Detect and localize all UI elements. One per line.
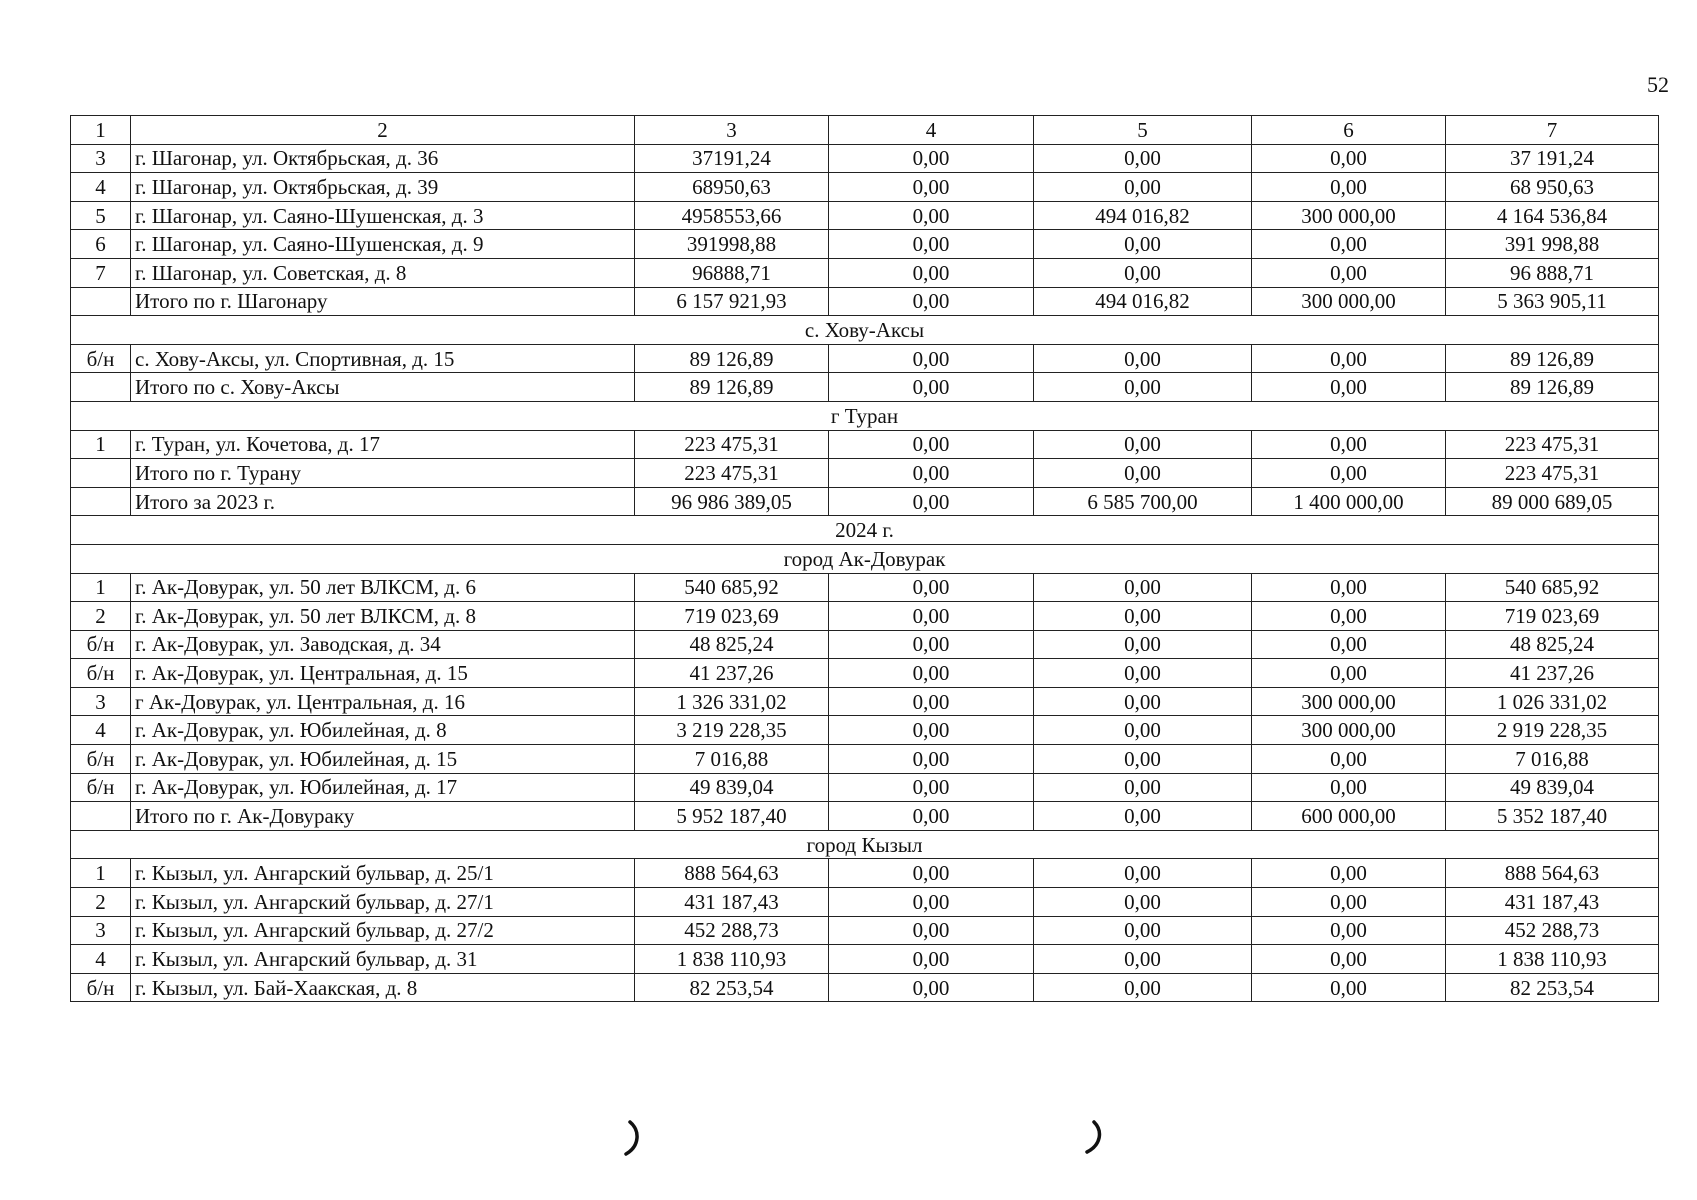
table-cell: г. Ак-Довурак, ул. Юбилейная, д. 8 [131, 716, 635, 745]
table-cell: 0,00 [1252, 659, 1446, 688]
table-cell: 0,00 [829, 573, 1034, 602]
table-cell: 0,00 [1252, 602, 1446, 631]
table-cell: 1 838 110,93 [635, 945, 829, 974]
table-cell: 0,00 [1252, 344, 1446, 373]
table-cell: 223 475,31 [635, 459, 829, 488]
table-cell: б/н [71, 630, 131, 659]
table-row [71, 888, 1659, 917]
table-cell: 719 023,69 [1446, 602, 1659, 631]
table-cell: 0,00 [1034, 973, 1252, 1002]
table-cell: 0,00 [829, 716, 1034, 745]
section-header: с. Хову-Аксы [71, 316, 1659, 345]
table-cell: 96 986 389,05 [635, 487, 829, 516]
table-cell: г. Ак-Довурак, ул. Юбилейная, д. 17 [131, 773, 635, 802]
table-cell: г. Ак-Довурак, ул. Центральная, д. 15 [131, 659, 635, 688]
table-cell: 888 564,63 [635, 859, 829, 888]
table-cell: 3 [71, 144, 131, 173]
table-cell: 0,00 [1034, 916, 1252, 945]
table-row [71, 459, 1659, 488]
table-cell: б/н [71, 973, 131, 1002]
table-cell [71, 487, 131, 516]
table-row [71, 916, 1659, 945]
table-cell: 0,00 [1252, 430, 1446, 459]
table-row [71, 173, 1659, 202]
table-cell: 0,00 [1252, 573, 1446, 602]
table-cell: 0,00 [829, 659, 1034, 688]
table-cell: Итого по г. Турану [131, 459, 635, 488]
table-cell: б/н [71, 344, 131, 373]
table-row [71, 487, 1659, 516]
table-cell: г. Ак-Довурак, ул. Юбилейная, д. 15 [131, 745, 635, 774]
table-cell: 1 838 110,93 [1446, 945, 1659, 974]
table-cell: Итого по г. Ак-Довураку [131, 802, 635, 831]
table-cell: 48 825,24 [635, 630, 829, 659]
table-cell: 0,00 [829, 773, 1034, 802]
section-header-row [71, 516, 1659, 545]
data-table [70, 115, 1659, 1002]
header-cell: 5 [1034, 116, 1252, 145]
table-row [71, 201, 1659, 230]
table-cell: 0,00 [1252, 173, 1446, 202]
table-cell: 0,00 [829, 888, 1034, 917]
table-cell: Итого за 2023 г. [131, 487, 635, 516]
table-cell: 89 000 689,05 [1446, 487, 1659, 516]
table-cell: 7 016,88 [1446, 745, 1659, 774]
table-cell: б/н [71, 773, 131, 802]
table-row [71, 230, 1659, 259]
table-cell: 0,00 [1252, 973, 1446, 1002]
table-cell: 4958553,66 [635, 201, 829, 230]
table-cell: 0,00 [829, 373, 1034, 402]
table-cell: 89 126,89 [635, 373, 829, 402]
table-cell: 391998,88 [635, 230, 829, 259]
table-cell: 0,00 [1034, 144, 1252, 173]
table-cell [71, 287, 131, 316]
table-cell: 223 475,31 [635, 430, 829, 459]
table-cell: г. Шагонар, ул. Октябрьская, д. 39 [131, 173, 635, 202]
table-cell: 223 475,31 [1446, 459, 1659, 488]
table-cell: 3 [71, 687, 131, 716]
table-cell: 0,00 [1034, 859, 1252, 888]
table-cell: 0,00 [1034, 945, 1252, 974]
table-cell: с. Хову-Аксы, ул. Спортивная, д. 15 [131, 344, 635, 373]
table-cell: 0,00 [1034, 659, 1252, 688]
table-cell: 96888,71 [635, 258, 829, 287]
table-cell: 4 [71, 173, 131, 202]
table-cell [71, 802, 131, 831]
table-cell: 0,00 [1034, 602, 1252, 631]
table-cell: 0,00 [829, 973, 1034, 1002]
section-header-row [71, 830, 1659, 859]
table-cell: 0,00 [829, 201, 1034, 230]
table-row [71, 430, 1659, 459]
table-cell: 719 023,69 [635, 602, 829, 631]
table-cell [71, 459, 131, 488]
table-cell: 0,00 [829, 287, 1034, 316]
table-cell: 1 [71, 573, 131, 602]
table-cell: 540 685,92 [1446, 573, 1659, 602]
table-cell: г. Ак-Довурак, ул. Заводская, д. 34 [131, 630, 635, 659]
header-cell: 1 [71, 116, 131, 145]
table-cell: 452 288,73 [635, 916, 829, 945]
table-cell: 5 952 187,40 [635, 802, 829, 831]
table-cell: 3 [71, 916, 131, 945]
table-row [71, 716, 1659, 745]
table-cell: 0,00 [829, 945, 1034, 974]
table-cell: 0,00 [829, 459, 1034, 488]
table-cell: 0,00 [1252, 773, 1446, 802]
table-cell: Итого по г. Шагонару [131, 287, 635, 316]
table-cell: 82 253,54 [635, 973, 829, 1002]
table-cell: 49 839,04 [635, 773, 829, 802]
table-row [71, 773, 1659, 802]
table-cell: 82 253,54 [1446, 973, 1659, 1002]
table-row [71, 344, 1659, 373]
table-cell: 0,00 [1034, 459, 1252, 488]
table-cell: г. Шагонар, ул. Октябрьская, д. 36 [131, 144, 635, 173]
table-cell: 1 326 331,02 [635, 687, 829, 716]
table-cell: 0,00 [829, 802, 1034, 831]
table-cell: г. Кызыл, ул. Ангарский бульвар, д. 31 [131, 945, 635, 974]
table-cell: г. Кызыл, ул. Ангарский бульвар, д. 27/1 [131, 888, 635, 917]
section-header: г Туран [71, 401, 1659, 430]
table-cell: 0,00 [829, 344, 1034, 373]
header-cell: 4 [829, 116, 1034, 145]
header-cell: 3 [635, 116, 829, 145]
table-cell: 0,00 [829, 487, 1034, 516]
table-cell: 0,00 [1034, 716, 1252, 745]
table-cell: 431 187,43 [1446, 888, 1659, 917]
table-cell: 0,00 [829, 258, 1034, 287]
table-row [71, 287, 1659, 316]
table-cell: г Ак-Довурак, ул. Центральная, д. 16 [131, 687, 635, 716]
table-cell: 0,00 [1034, 430, 1252, 459]
table-row [71, 602, 1659, 631]
header-row [71, 116, 1659, 145]
section-header-row [71, 544, 1659, 573]
table-cell: 223 475,31 [1446, 430, 1659, 459]
table-row [71, 659, 1659, 688]
table-cell: 0,00 [1252, 373, 1446, 402]
table-cell: 0,00 [829, 859, 1034, 888]
section-header: 2024 г. [71, 516, 1659, 545]
table-row [71, 745, 1659, 774]
table-cell: 0,00 [1034, 773, 1252, 802]
table-cell [71, 373, 131, 402]
table-cell: 0,00 [1034, 687, 1252, 716]
table-cell: 2 [71, 602, 131, 631]
table-cell: 0,00 [1034, 630, 1252, 659]
table-cell: 37 191,24 [1446, 144, 1659, 173]
table-cell: 4 164 536,84 [1446, 201, 1659, 230]
table-cell: 600 000,00 [1252, 802, 1446, 831]
table-cell: 452 288,73 [1446, 916, 1659, 945]
table-cell: 0,00 [829, 745, 1034, 774]
table-cell: 0,00 [829, 630, 1034, 659]
table-row [71, 973, 1659, 1002]
table-cell: 6 [71, 230, 131, 259]
signature-mark-right-glyph [1084, 1118, 1108, 1158]
table-cell: 0,00 [829, 230, 1034, 259]
table-cell: 494 016,82 [1034, 201, 1252, 230]
table-cell: 89 126,89 [1446, 344, 1659, 373]
table-cell: г. Кызыл, ул. Ангарский бульвар, д. 27/2 [131, 916, 635, 945]
table-cell: 300 000,00 [1252, 716, 1446, 745]
table-cell: 1 [71, 430, 131, 459]
table-cell: 0,00 [829, 916, 1034, 945]
table-row [71, 945, 1659, 974]
section-header-row [71, 401, 1659, 430]
table-cell: 7 [71, 258, 131, 287]
table-cell: 0,00 [1034, 344, 1252, 373]
signature-mark-left-glyph [622, 1118, 646, 1158]
table-cell: 0,00 [1034, 888, 1252, 917]
table-cell: г. Кызыл, ул. Бай-Хаакская, д. 8 [131, 973, 635, 1002]
table-cell: Итого по с. Хову-Аксы [131, 373, 635, 402]
table-cell: 6 585 700,00 [1034, 487, 1252, 516]
table-cell: 0,00 [1252, 258, 1446, 287]
table-row [71, 859, 1659, 888]
table-cell: 0,00 [829, 687, 1034, 716]
table-cell: 0,00 [829, 602, 1034, 631]
table-cell: 0,00 [1252, 459, 1446, 488]
table-cell: б/н [71, 659, 131, 688]
table-cell: 391 998,88 [1446, 230, 1659, 259]
table-cell: 48 825,24 [1446, 630, 1659, 659]
table-row [71, 573, 1659, 602]
table-cell: 6 157 921,93 [635, 287, 829, 316]
table-cell: 1 026 331,02 [1446, 687, 1659, 716]
table-cell: 89 126,89 [635, 344, 829, 373]
header-cell: 6 [1252, 116, 1446, 145]
table-cell: 2 [71, 888, 131, 917]
table-row [71, 144, 1659, 173]
table-cell: 41 237,26 [635, 659, 829, 688]
table-cell: 0,00 [1252, 745, 1446, 774]
table-row [71, 258, 1659, 287]
section-header-row [71, 316, 1659, 345]
table-cell: 1 [71, 859, 131, 888]
page-number: 52 [1647, 72, 1669, 97]
table-cell: 0,00 [1252, 916, 1446, 945]
table-cell: г. Кызыл, ул. Ангарский бульвар, д. 25/1 [131, 859, 635, 888]
table-cell: 5 352 187,40 [1446, 802, 1659, 831]
table-cell: 0,00 [1252, 945, 1446, 974]
table-cell: г. Ак-Довурак, ул. 50 лет ВЛКСМ, д. 8 [131, 602, 635, 631]
table-cell: 3 219 228,35 [635, 716, 829, 745]
table-cell: 0,00 [1034, 802, 1252, 831]
table-cell: 0,00 [1252, 888, 1446, 917]
table-cell: 68 950,63 [1446, 173, 1659, 202]
table-row [71, 373, 1659, 402]
table-cell: г. Шагонар, ул. Саяно-Шушенская, д. 3 [131, 201, 635, 230]
table-cell: г. Шагонар, ул. Советская, д. 8 [131, 258, 635, 287]
table-cell: 494 016,82 [1034, 287, 1252, 316]
table-cell: 41 237,26 [1446, 659, 1659, 688]
table-cell: 37191,24 [635, 144, 829, 173]
table-cell: 49 839,04 [1446, 773, 1659, 802]
table-cell: 300 000,00 [1252, 687, 1446, 716]
table-cell: 2 919 228,35 [1446, 716, 1659, 745]
table-cell: 5 [71, 201, 131, 230]
table-cell: 888 564,63 [1446, 859, 1659, 888]
table-cell: 1 400 000,00 [1252, 487, 1446, 516]
signature-mark-right [1084, 1118, 1108, 1167]
header-cell: 7 [1446, 116, 1659, 145]
table-cell: 0,00 [1252, 144, 1446, 173]
table-cell: 0,00 [829, 173, 1034, 202]
table-cell: 0,00 [1034, 230, 1252, 259]
table-cell: г. Шагонар, ул. Саяно-Шушенская, д. 9 [131, 230, 635, 259]
table-cell: 68950,63 [635, 173, 829, 202]
table-cell: 0,00 [1034, 745, 1252, 774]
section-header: город Ак-Довурак [71, 544, 1659, 573]
table-row [71, 630, 1659, 659]
section-header: город Кызыл [71, 830, 1659, 859]
table-cell: 0,00 [829, 144, 1034, 173]
table-cell: 0,00 [1034, 373, 1252, 402]
table-cell: 300 000,00 [1252, 287, 1446, 316]
table-cell: 4 [71, 716, 131, 745]
table-cell: 540 685,92 [635, 573, 829, 602]
table-cell: 0,00 [1034, 173, 1252, 202]
signature-mark-left [622, 1118, 646, 1167]
table-cell: 4 [71, 945, 131, 974]
table-cell: г. Ак-Довурак, ул. 50 лет ВЛКСМ, д. 6 [131, 573, 635, 602]
table-cell: 0,00 [829, 430, 1034, 459]
table-cell: 5 363 905,11 [1446, 287, 1659, 316]
table-cell: 7 016,88 [635, 745, 829, 774]
table-cell: 0,00 [1252, 630, 1446, 659]
table-cell: 300 000,00 [1252, 201, 1446, 230]
table-cell: 0,00 [1034, 258, 1252, 287]
header-cell: 2 [131, 116, 635, 145]
table-cell: 0,00 [1252, 859, 1446, 888]
table-row [71, 687, 1659, 716]
table-cell: 0,00 [1034, 573, 1252, 602]
table-cell: б/н [71, 745, 131, 774]
table-row [71, 802, 1659, 831]
table-cell: г. Туран, ул. Кочетова, д. 17 [131, 430, 635, 459]
table-cell: 96 888,71 [1446, 258, 1659, 287]
table-cell: 89 126,89 [1446, 373, 1659, 402]
table-cell: 0,00 [1252, 230, 1446, 259]
table-cell: 431 187,43 [635, 888, 829, 917]
